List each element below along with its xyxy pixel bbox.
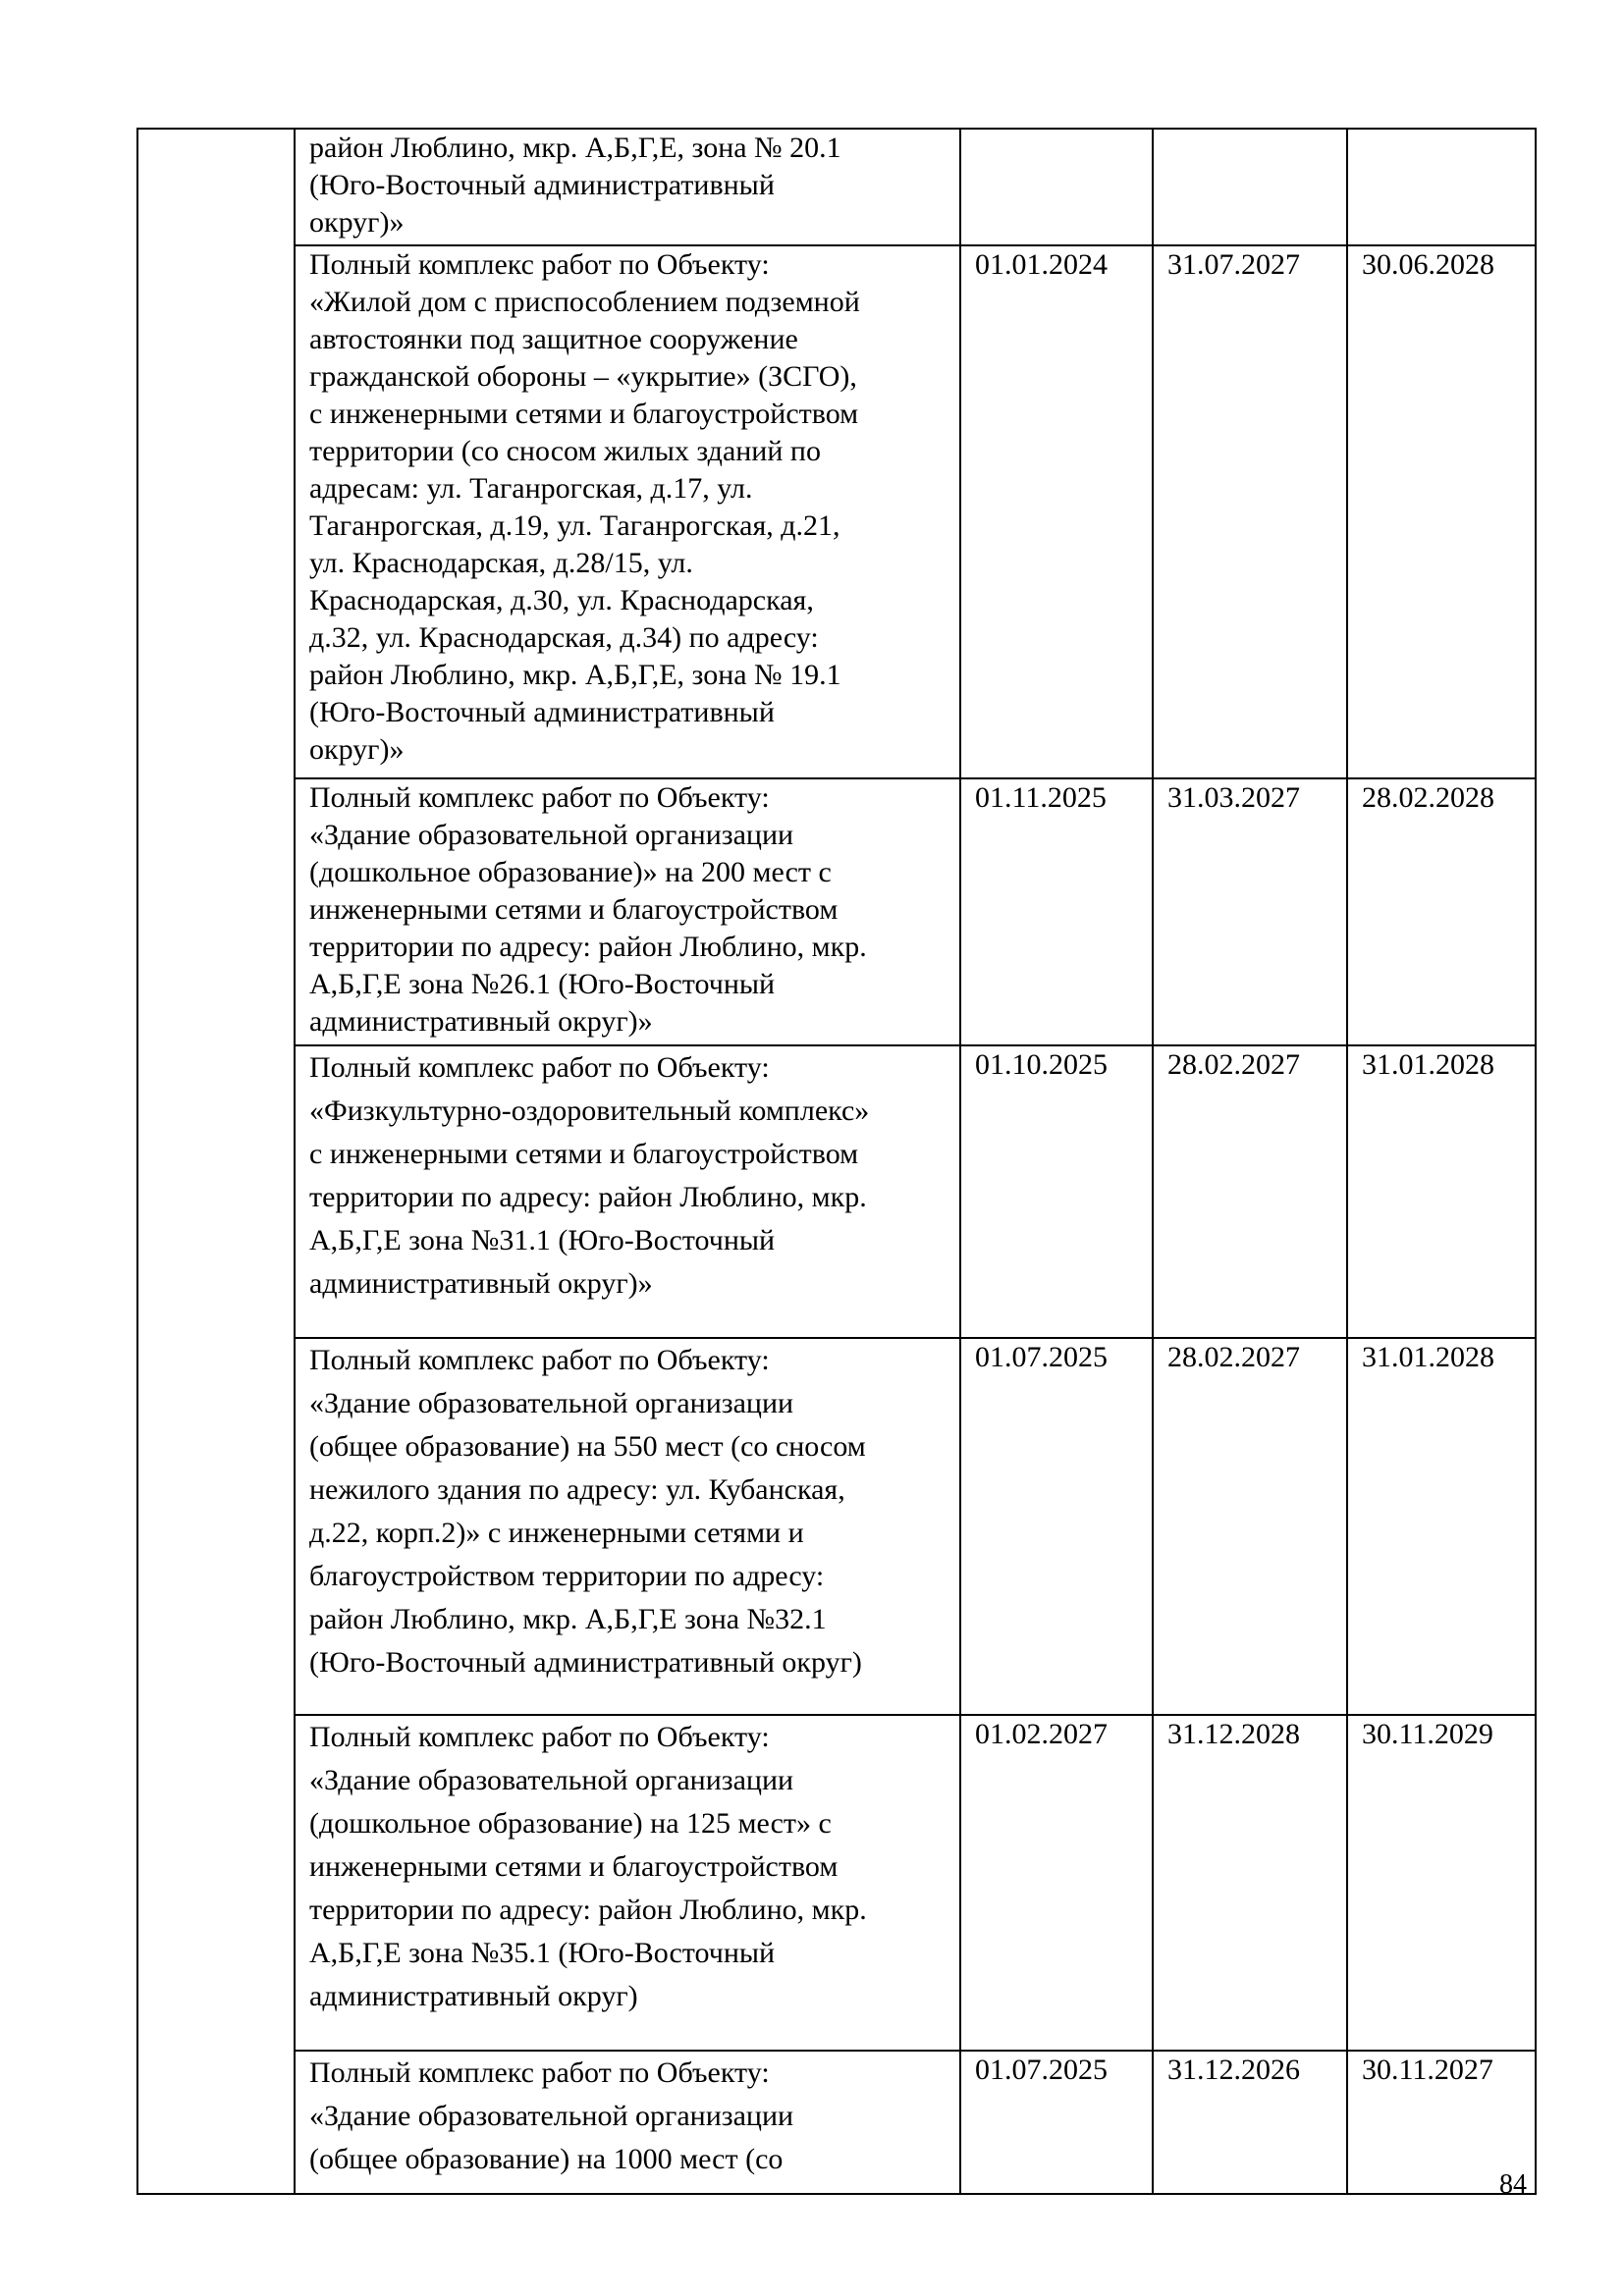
commissioning-date: 30.06.2028 <box>1362 248 1494 281</box>
commissioning-date: 30.11.2027 <box>1362 2054 1493 2086</box>
object-description-cell <box>295 1338 960 1715</box>
object-description: Полный комплекс работ по Объекту: «Жилой дом с приспособлением подземной автостоянки под защитное сооружение гражданской обороны – «укрытие» (ЗСГО), с инженерными сетями и благоустройством территории (со сносом жилых зданий по адресам: ул. Таганрогская, д.17, ул. Таганрогская, д.19, ул. Таганрогская, д.21, ул. Краснодарская, д.28/15, ул. Краснодарская, д.30, ул. Краснодарская, д.32, ул. Краснодарская, д.34) по адресу: район Люблино, мкр. А,Б,Г,Е, зона № 19.1 (Юго-Восточный административный округ)» <box>309 248 860 766</box>
completion-date: 28.02.2027 <box>1167 1341 1300 1373</box>
commissioning-date-cell <box>1347 778 1536 1045</box>
completion-date-cell <box>1153 245 1347 778</box>
start-date-cell <box>960 1338 1153 1715</box>
completion-date-cell <box>1153 778 1347 1045</box>
object-description-cell <box>295 1045 960 1338</box>
object-description: Полный комплекс работ по Объекту: «Здание образовательной организации (общее образование) на 550 мест (со сносом нежилого здания по адресу: ул. Кубанская, д.22, корп.2)» с инженерными сетями и благоустройством территории по адресу: район Люблино, мкр. А,Б,Г,Е зона №32.1 (Юго-Восточный административный округ) <box>309 1344 866 1679</box>
commissioning-date: 30.11.2029 <box>1362 1718 1493 1750</box>
completion-date-cell <box>1153 129 1347 245</box>
start-date: 01.07.2025 <box>975 1341 1108 1373</box>
commissioning-date-cell <box>1347 1338 1536 1715</box>
object-description-cell <box>295 245 960 778</box>
object-description-cell <box>295 2051 960 2194</box>
object-description: Полный комплекс работ по Объекту: «Здание образовательной организации (дошкольное образование) на 125 мест» с инженерными сетями и благоустройством территории по адресу: район Люблино, мкр. А,Б,Г,Е зона №35.1 (Юго-Восточный административный округ) <box>309 1721 867 2012</box>
completion-date-cell <box>1153 1715 1347 2051</box>
commissioning-date: 31.01.2028 <box>1362 1341 1494 1373</box>
completion-date: 31.03.2027 <box>1167 781 1300 814</box>
row-number-cell <box>137 129 295 2194</box>
object-description: Полный комплекс работ по Объекту: «Здание образовательной организации (дошкольное образование)» на 200 мест с инженерными сетями и благоустройством территории по адресу: район Люблино, мкр. А,Б,Г,Е зона №26.1 (Юго-Восточный административный округ)» <box>309 781 867 1038</box>
start-date: 01.07.2025 <box>975 2054 1108 2086</box>
commissioning-date-cell <box>1347 1715 1536 2051</box>
page-number: 84 <box>1499 2169 1527 2200</box>
object-description-cell <box>295 778 960 1045</box>
object-description: Полный комплекс работ по Объекту: «Здание образовательной организации (общее образование) на 1000 мест (со <box>309 2056 794 2175</box>
completion-date-cell <box>1153 2051 1347 2194</box>
completion-date: 31.07.2027 <box>1167 248 1300 281</box>
start-date: 01.11.2025 <box>975 781 1107 814</box>
commissioning-date-cell <box>1347 129 1536 245</box>
start-date: 01.01.2024 <box>975 248 1108 281</box>
object-description-cell <box>295 1715 960 2051</box>
commissioning-date: 31.01.2028 <box>1362 1048 1494 1081</box>
start-date-cell <box>960 129 1153 245</box>
start-date-cell <box>960 778 1153 1045</box>
start-date-cell <box>960 2051 1153 2194</box>
completion-date: 31.12.2026 <box>1167 2054 1300 2086</box>
completion-date-cell <box>1153 1338 1347 1715</box>
object-description-cell <box>295 129 960 245</box>
completion-date: 28.02.2027 <box>1167 1048 1300 1081</box>
start-date-cell <box>960 1045 1153 1338</box>
start-date-cell <box>960 245 1153 778</box>
table-row <box>137 1338 1536 1715</box>
table-row <box>137 129 1536 245</box>
commissioning-date-cell <box>1347 1045 1536 1338</box>
commissioning-date-cell <box>1347 245 1536 778</box>
table-row <box>137 2051 1536 2194</box>
object-description: район Люблино, мкр. А,Б,Г,Е, зона № 20.1 (Юго-Восточный административный округ)» <box>309 132 841 239</box>
start-date: 01.10.2025 <box>975 1048 1108 1081</box>
completion-date-cell <box>1153 1045 1347 1338</box>
table-row <box>137 1715 1536 2051</box>
schedule-table <box>136 128 1537 2195</box>
table-row <box>137 778 1536 1045</box>
object-description: Полный комплекс работ по Объекту: «Физкультурно-оздоровительный комплекс» с инженерными сетями и благоустройством территории по адресу: район Люблино, мкр. А,Б,Г,Е зона №31.1 (Юго-Восточный административный округ)» <box>309 1051 870 1300</box>
start-date: 01.02.2027 <box>975 1718 1108 1750</box>
commissioning-date: 28.02.2028 <box>1362 781 1494 814</box>
table-row <box>137 245 1536 778</box>
completion-date: 31.12.2028 <box>1167 1718 1300 1750</box>
table-row <box>137 1045 1536 1338</box>
start-date-cell <box>960 1715 1153 2051</box>
